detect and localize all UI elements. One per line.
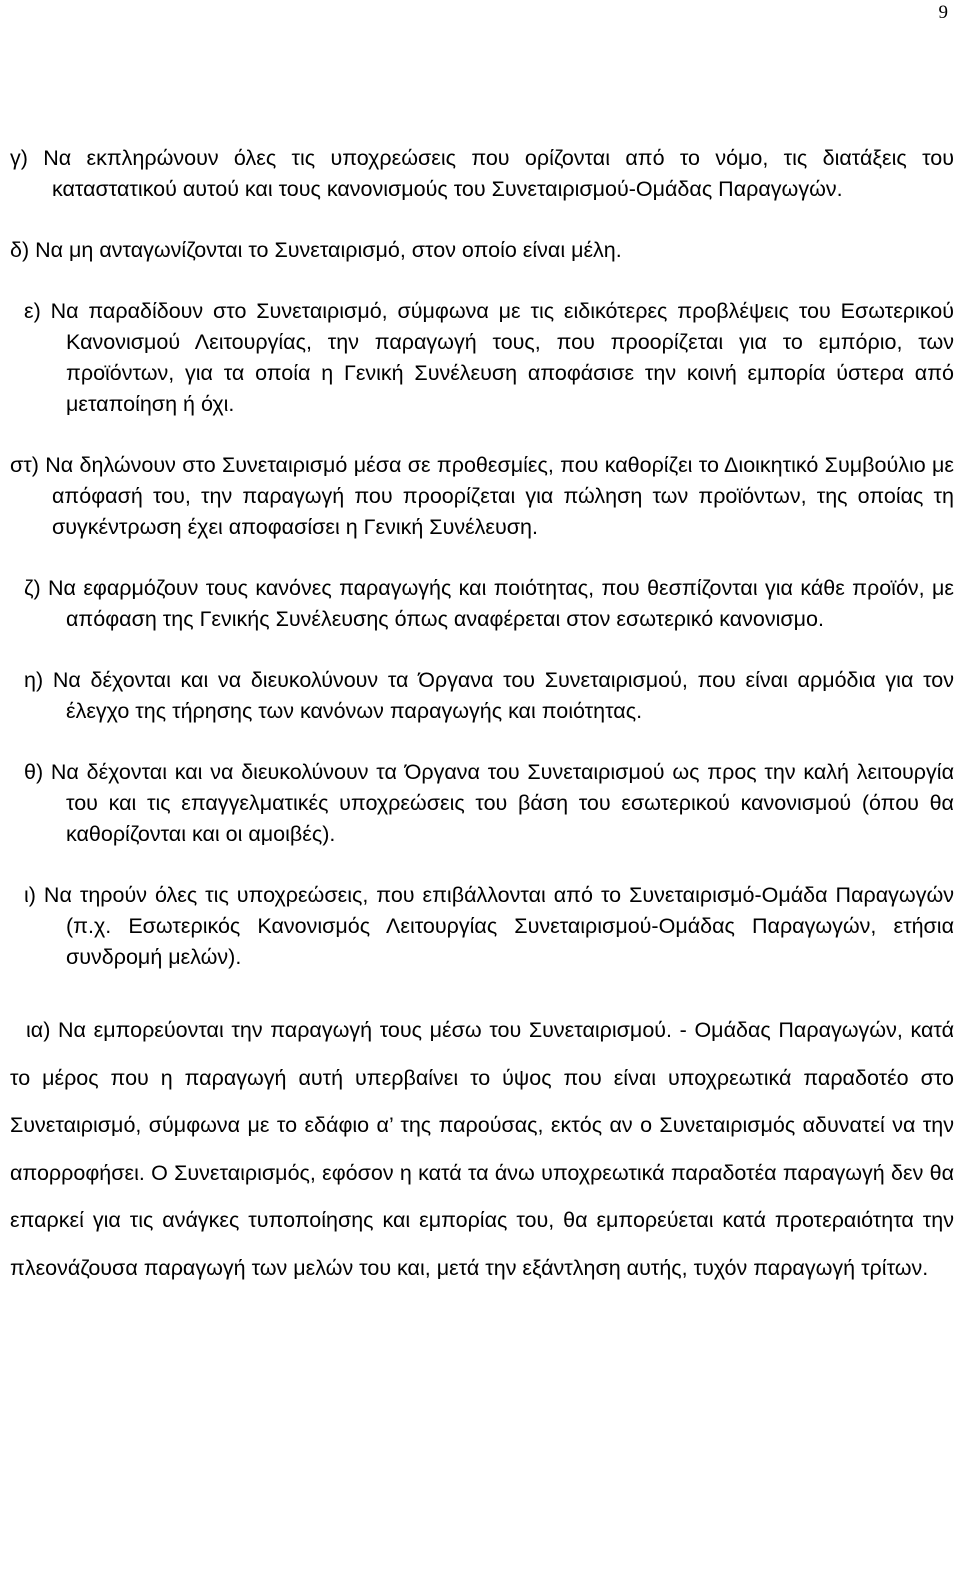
- clause-th: θ) Να δέχονται και να διευκολύνουν τα Όργανα του Συνεταιρισμού ως προς την καλή λειτουργία του και τις επαγγελματικές υποχρεώσεις του βάση του εσωτερικού κανονισμού (όπου θα καθορίζονται και οι αμοιβές).: [24, 760, 954, 846]
- clause-i: ι) Να τηρούν όλες τις υποχρεώσεις, που επιβάλλονται από το Συνεταιρισμό-Ομάδα Παραγωγών (π.χ. Εσωτερικός Κανονισμός Λειτουργίας Συνεταιρισμού-Ομάδας Παραγωγών, ετήσια συνδρομή μελών).: [24, 883, 954, 969]
- clause-g: γ) Να εκπληρώνουν όλες τις υποχρεώσεις που ορίζονται από το νόμο, τις διατάξεις του καταστατικού αυτού και τους κανονισμούς του Συνεταιρισμού-Ομάδας Παραγωγών.: [10, 146, 954, 201]
- clause-st: στ) Να δηλώνουν στο Συνεταιρισμό μέσα σε προθεσμίες, που καθορίζει το Διοικητικό Συμβούλιο με απόφασή του, την παραγωγή που προορίζεται για πώληση των προϊόντων, της οποίας τη συγκέντρωση έχει αποφασίσει η Γενική Συνέλευση.: [10, 453, 954, 539]
- clause-e: ε) Να παραδίδουν στο Συνεταιρισμό, σύμφωνα με τις ειδικότερες προβλέψεις του Εσωτερικού Κανονισμού Λειτουργίας, την παραγωγή τους, που προορίζεται για το εμπόριο, των προϊόντων, για τα οποία η Γενική Συνέλευση αποφάσισε την κοινή εμπορία ύστερα από μεταποίηση ή όχι.: [24, 299, 954, 416]
- clause-z: ζ) Να εφαρμόζουν τους κανόνες παραγωγής και ποιότητας, που θεσπίζονται για κάθε προϊόν, με απόφαση της Γενικής Συνέλευσης όπως αναφέρεται στον εσωτερικό κανονισμο.: [24, 576, 954, 631]
- clause-d: δ) Να μη ανταγωνίζονται το Συνεταιρισμό, στον οποίο είναι μέλη.: [10, 238, 622, 262]
- page-number: 9: [938, 2, 948, 23]
- clause-h: η) Να δέχονται και να διευκολύνουν τα Όργανα του Συνεταιρισμού, που είναι αρμόδια για τον έλεγχο της τήρησης των κανόνων παραγωγής και ποιότητας.: [24, 668, 954, 723]
- clause-ia: ια) Να εμπορεύονται την παραγωγή τους μέσω του Συνεταιρισμού. - Ομάδας Παραγωγών, κατά το μέρος που η παραγωγή αυτή υπερβαίνει το ύψος που είναι υποχρεωτικά παραδοτέο στο Συνεταιρισμό, σύμφωνα με το εδάφιο α’ της παρούσας, εκτός αν ο Συνεταιρισμός αδυνατεί να την απορροφήσει. Ο Συνεταιρισμός, εφόσον η κατά τα άνω υποχρεωτικά παραδοτέα παραγωγή δεν θα επαρκεί για τις ανάγκες τυποποίησης και εμπορίας του, θα εμπορεύεται κατά προτεραιότητα την πλεονάζουσα παραγωγή των μελών του και, μετά την εξάντληση αυτής, τυχόν παραγωγή τρίτων.: [10, 1018, 954, 1280]
- document-body: [10, 143, 954, 1292]
